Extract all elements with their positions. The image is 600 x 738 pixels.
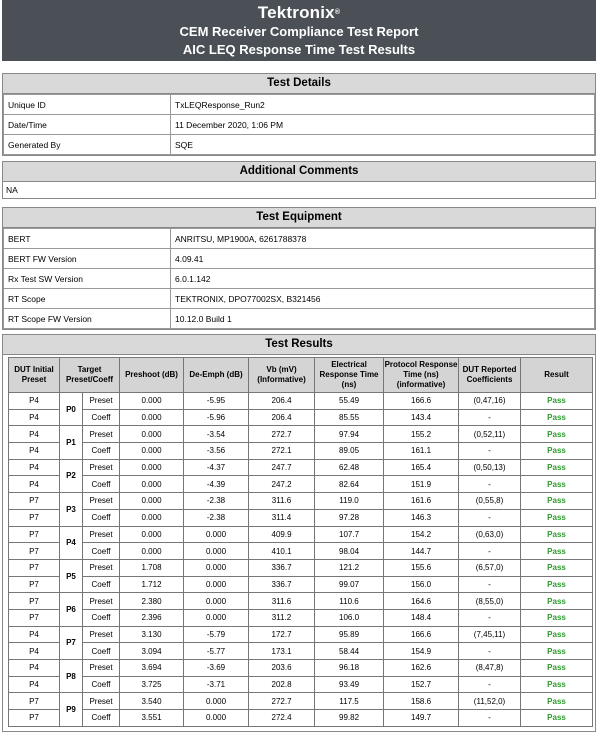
target-preset-cell: P8 [60, 660, 83, 693]
test-details-title: Test Details [3, 74, 595, 94]
protocol-time-cell: 144.7 [384, 543, 459, 560]
de-emph-cell: -3.71 [184, 676, 249, 693]
dut-initial-preset-cell: P7 [9, 609, 60, 626]
protocol-time-cell: 151.9 [384, 476, 459, 493]
target-type-cell: Preset [83, 660, 120, 677]
de-emph-cell: 0.000 [184, 609, 249, 626]
coefficients-cell: - [459, 443, 521, 460]
electrical-time-cell: 93.49 [315, 676, 384, 693]
coefficients-cell: (0,52,11) [459, 426, 521, 443]
electrical-time-cell: 89.05 [315, 443, 384, 460]
table-row [9, 476, 593, 493]
vb-cell: 206.4 [249, 393, 315, 410]
protocol-time-cell: 158.6 [384, 693, 459, 710]
de-emph-cell: 0.000 [184, 693, 249, 710]
result-cell: Pass [521, 526, 593, 543]
result-cell: Pass [521, 493, 593, 510]
preshoot-cell: 0.000 [120, 459, 184, 476]
result-cell: Pass [521, 459, 593, 476]
col-header-de-emph: De-Emph (dB) [184, 358, 249, 393]
dut-initial-preset-cell: P4 [9, 626, 60, 643]
result-cell: Pass [521, 543, 593, 560]
result-cell: Pass [521, 609, 593, 626]
table-row [9, 693, 593, 710]
de-emph-cell: -5.77 [184, 643, 249, 660]
result-cell: Pass [521, 426, 593, 443]
protocol-time-cell: 164.6 [384, 593, 459, 610]
results-table [8, 357, 593, 727]
de-emph-cell: -3.54 [184, 426, 249, 443]
de-emph-cell: -4.37 [184, 459, 249, 476]
target-type-cell: Preset [83, 559, 120, 576]
electrical-time-cell: 55.49 [315, 393, 384, 410]
results-header-row [9, 358, 593, 393]
vb-cell: 272.7 [249, 693, 315, 710]
target-preset-cell: P9 [60, 693, 83, 726]
col-header-target-preset: Target Preset/Coeff [60, 358, 120, 393]
dut-initial-preset-cell: P7 [9, 493, 60, 510]
target-type-cell: Coeff [83, 576, 120, 593]
preshoot-cell: 0.000 [120, 426, 184, 443]
vb-cell: 311.6 [249, 493, 315, 510]
de-emph-cell: 0.000 [184, 543, 249, 560]
electrical-time-cell: 107.7 [315, 526, 384, 543]
vb-cell: 336.7 [249, 559, 315, 576]
vb-cell: 202.8 [249, 676, 315, 693]
protocol-time-cell: 155.6 [384, 559, 459, 576]
result-cell: Pass [521, 660, 593, 677]
dut-initial-preset-cell: P7 [9, 710, 60, 727]
preshoot-cell: 0.000 [120, 443, 184, 460]
dut-initial-preset-cell: P4 [9, 660, 60, 677]
de-emph-cell: 0.000 [184, 593, 249, 610]
coefficients-cell: (0,55,8) [459, 493, 521, 510]
result-cell: Pass [521, 576, 593, 593]
electrical-time-cell: 117.5 [315, 693, 384, 710]
target-type-cell: Coeff [83, 509, 120, 526]
target-preset-cell: P5 [60, 559, 83, 592]
de-emph-cell: -3.69 [184, 660, 249, 677]
test-details-section [2, 73, 596, 156]
preshoot-cell: 3.094 [120, 643, 184, 660]
vb-cell: 409.9 [249, 526, 315, 543]
vb-cell: 172.7 [249, 626, 315, 643]
target-type-cell: Preset [83, 593, 120, 610]
dut-initial-preset-cell: P7 [9, 693, 60, 710]
table-row [9, 559, 593, 576]
coefficients-cell: (8,47,8) [459, 660, 521, 677]
dut-initial-preset-cell: P4 [9, 459, 60, 476]
electrical-time-cell: 82.64 [315, 476, 384, 493]
vb-cell: 336.7 [249, 576, 315, 593]
table-row [9, 459, 593, 476]
preshoot-cell: 2.380 [120, 593, 184, 610]
preshoot-cell: 3.694 [120, 660, 184, 677]
target-type-cell: Preset [83, 493, 120, 510]
de-emph-cell: 0.000 [184, 576, 249, 593]
table-row [9, 593, 593, 610]
electrical-time-cell: 110.6 [315, 593, 384, 610]
col-header-preshoot: Preshoot (dB) [120, 358, 184, 393]
table-row [9, 443, 593, 460]
table-row [9, 576, 593, 593]
electrical-time-cell: 95.89 [315, 626, 384, 643]
de-emph-cell: -5.79 [184, 626, 249, 643]
coefficients-cell: - [459, 676, 521, 693]
electrical-time-cell: 99.07 [315, 576, 384, 593]
target-type-cell: Preset [83, 526, 120, 543]
coefficients-cell: (0,50,13) [459, 459, 521, 476]
de-emph-cell: -2.38 [184, 509, 249, 526]
col-header-vb: Vb (mV) (Informative) [249, 358, 315, 393]
vb-cell: 247.2 [249, 476, 315, 493]
coefficients-cell: - [459, 710, 521, 727]
protocol-time-cell: 165.4 [384, 459, 459, 476]
result-cell: Pass [521, 443, 593, 460]
results-body [9, 393, 593, 727]
vb-cell: 247.7 [249, 459, 315, 476]
table-row [9, 493, 593, 510]
vb-cell: 272.1 [249, 443, 315, 460]
result-cell: Pass [521, 643, 593, 660]
result-cell: Pass [521, 626, 593, 643]
electrical-time-cell: 58.44 [315, 643, 384, 660]
electrical-time-cell: 106.0 [315, 609, 384, 626]
protocol-time-cell: 166.6 [384, 393, 459, 410]
table-row [9, 509, 593, 526]
target-type-cell: Preset [83, 393, 120, 410]
preshoot-cell: 0.000 [120, 409, 184, 426]
dut-initial-preset-cell: P7 [9, 543, 60, 560]
coefficients-cell: - [459, 476, 521, 493]
table-row: RT Scope TEKTRONIX, DPO77002SX, B321456 [4, 289, 595, 309]
protocol-time-cell: 143.4 [384, 409, 459, 426]
de-emph-cell: -2.38 [184, 493, 249, 510]
table-row [9, 409, 593, 426]
preshoot-cell: 2.396 [120, 609, 184, 626]
dut-initial-preset-cell: P7 [9, 526, 60, 543]
col-header-dut-coefficients: DUT Reported Coefficients [459, 358, 521, 393]
table-row [9, 543, 593, 560]
preshoot-cell: 0.000 [120, 543, 184, 560]
col-header-electrical-response: Electrical Response Time (ns) [315, 358, 384, 393]
preshoot-cell: 0.000 [120, 493, 184, 510]
target-type-cell: Coeff [83, 409, 120, 426]
coefficients-cell: - [459, 509, 521, 526]
report-header [2, 0, 596, 61]
result-cell: Pass [521, 710, 593, 727]
electrical-time-cell: 97.94 [315, 426, 384, 443]
table-row [9, 426, 593, 443]
vb-cell: 203.6 [249, 660, 315, 677]
coefficients-cell: (6,57,0) [459, 559, 521, 576]
dut-initial-preset-cell: P7 [9, 559, 60, 576]
table-row: RT Scope FW Version 10.12.0 Build 1 [4, 309, 595, 329]
vb-cell: 272.4 [249, 710, 315, 727]
table-row [9, 643, 593, 660]
col-header-dut-initial-preset: DUT Initial Preset [9, 358, 60, 393]
preshoot-cell: 3.551 [120, 710, 184, 727]
result-cell: Pass [521, 476, 593, 493]
de-emph-cell: -5.95 [184, 393, 249, 410]
protocol-time-cell: 155.2 [384, 426, 459, 443]
target-type-cell: Preset [83, 426, 120, 443]
dut-initial-preset-cell: P7 [9, 593, 60, 610]
protocol-time-cell: 161.1 [384, 443, 459, 460]
dut-initial-preset-cell: P4 [9, 643, 60, 660]
col-header-protocol-response: Protocol Response Time (ns) (informative) [384, 358, 459, 393]
target-type-cell: Coeff [83, 676, 120, 693]
table-row [9, 676, 593, 693]
coefficients-cell: (11,52,0) [459, 693, 521, 710]
target-type-cell: Preset [83, 459, 120, 476]
coefficients-cell: - [459, 543, 521, 560]
electrical-time-cell: 121.2 [315, 559, 384, 576]
table-row [9, 609, 593, 626]
de-emph-cell: -3.56 [184, 443, 249, 460]
preshoot-cell: 3.725 [120, 676, 184, 693]
dut-initial-preset-cell: P4 [9, 426, 60, 443]
test-details-table [3, 94, 595, 155]
equipment-table [3, 228, 595, 329]
target-type-cell: Preset [83, 693, 120, 710]
de-emph-cell: 0.000 [184, 710, 249, 727]
preshoot-cell: 3.130 [120, 626, 184, 643]
table-row [9, 660, 593, 677]
protocol-time-cell: 166.6 [384, 626, 459, 643]
electrical-time-cell: 85.55 [315, 409, 384, 426]
coefficients-cell: - [459, 409, 521, 426]
vb-cell: 410.1 [249, 543, 315, 560]
dut-initial-preset-cell: P4 [9, 443, 60, 460]
vb-cell: 272.7 [249, 426, 315, 443]
equipment-title: Test Equipment [3, 208, 595, 228]
col-header-result: Result [521, 358, 593, 393]
report-subtitle: AIC LEQ Response Time Test Results [182, 42, 416, 57]
coefficients-cell: (0,63,0) [459, 526, 521, 543]
result-cell: Pass [521, 409, 593, 426]
de-emph-cell: -5.96 [184, 409, 249, 426]
table-row [9, 526, 593, 543]
table-row [9, 626, 593, 643]
protocol-time-cell: 161.6 [384, 493, 459, 510]
de-emph-cell: 0.000 [184, 559, 249, 576]
table-row: Unique ID TxLEQResponse_Run2 [4, 95, 595, 115]
electrical-time-cell: 96.18 [315, 660, 384, 677]
electrical-time-cell: 98.04 [315, 543, 384, 560]
dut-initial-preset-cell: P4 [9, 409, 60, 426]
result-cell: Pass [521, 593, 593, 610]
vb-cell: 311.6 [249, 593, 315, 610]
dut-initial-preset-cell: P7 [9, 509, 60, 526]
table-row: BERT FW Version 4.09.41 [4, 249, 595, 269]
target-type-cell: Coeff [83, 609, 120, 626]
dut-initial-preset-cell: P4 [9, 476, 60, 493]
de-emph-cell: -4.39 [184, 476, 249, 493]
result-cell: Pass [521, 676, 593, 693]
target-preset-cell: P6 [60, 593, 83, 626]
protocol-time-cell: 148.4 [384, 609, 459, 626]
dut-initial-preset-cell: P7 [9, 576, 60, 593]
vb-cell: 311.2 [249, 609, 315, 626]
target-type-cell: Coeff [83, 710, 120, 727]
table-row [9, 710, 593, 727]
target-type-cell: Coeff [83, 476, 120, 493]
target-preset-cell: P1 [60, 426, 83, 459]
comments-title: Additional Comments [3, 162, 595, 182]
target-preset-cell: P3 [60, 493, 83, 526]
result-cell: Pass [521, 509, 593, 526]
electrical-time-cell: 119.0 [315, 493, 384, 510]
coefficients-cell: - [459, 576, 521, 593]
coefficients-cell: (7,45,11) [459, 626, 521, 643]
protocol-time-cell: 156.0 [384, 576, 459, 593]
electrical-time-cell: 97.28 [315, 509, 384, 526]
protocol-time-cell: 154.2 [384, 526, 459, 543]
target-preset-cell: P2 [60, 459, 83, 492]
table-row: Generated By SQE [4, 135, 595, 155]
target-preset-cell: P4 [60, 526, 83, 559]
target-type-cell: Preset [83, 626, 120, 643]
vb-cell: 206.4 [249, 409, 315, 426]
coefficients-cell: - [459, 609, 521, 626]
de-emph-cell: 0.000 [184, 526, 249, 543]
electrical-time-cell: 99.82 [315, 710, 384, 727]
protocol-time-cell: 152.7 [384, 676, 459, 693]
result-cell: Pass [521, 559, 593, 576]
preshoot-cell: 0.000 [120, 393, 184, 410]
coefficients-cell: - [459, 643, 521, 660]
preshoot-cell: 0.000 [120, 526, 184, 543]
preshoot-cell: 0.000 [120, 509, 184, 526]
protocol-time-cell: 149.7 [384, 710, 459, 727]
table-row: Date/Time 11 December 2020, 1:06 PM [4, 115, 595, 135]
protocol-time-cell: 154.9 [384, 643, 459, 660]
protocol-time-cell: 146.3 [384, 509, 459, 526]
preshoot-cell: 1.708 [120, 559, 184, 576]
target-preset-cell: P7 [60, 626, 83, 659]
result-cell: Pass [521, 393, 593, 410]
table-row: BERT ANRITSU, MP1900A, 6261788378 [4, 229, 595, 249]
preshoot-cell: 1.712 [120, 576, 184, 593]
test-results-section [2, 334, 596, 732]
coefficients-cell: (0,47,16) [459, 393, 521, 410]
dut-initial-preset-cell: P4 [9, 393, 60, 410]
comments-text: NA [6, 185, 18, 195]
dut-initial-preset-cell: P4 [9, 676, 60, 693]
additional-comments-section [2, 161, 596, 199]
results-title: Test Results [3, 335, 595, 355]
electrical-time-cell: 62.48 [315, 459, 384, 476]
vb-cell: 311.4 [249, 509, 315, 526]
target-type-cell: Coeff [83, 643, 120, 660]
target-preset-cell: P0 [60, 393, 83, 426]
preshoot-cell: 0.000 [120, 476, 184, 493]
tektronix-logo: Tektronix® [257, 3, 341, 22]
coefficients-cell: (8,55,0) [459, 593, 521, 610]
protocol-time-cell: 162.6 [384, 660, 459, 677]
preshoot-cell: 3.540 [120, 693, 184, 710]
report-title: CEM Receiver Compliance Test Report [179, 24, 419, 39]
result-cell: Pass [521, 693, 593, 710]
test-equipment-section [2, 207, 596, 330]
vb-cell: 173.1 [249, 643, 315, 660]
table-row [9, 393, 593, 410]
target-type-cell: Coeff [83, 443, 120, 460]
target-type-cell: Coeff [83, 543, 120, 560]
table-row: Rx Test SW Version 6.0.1.142 [4, 269, 595, 289]
